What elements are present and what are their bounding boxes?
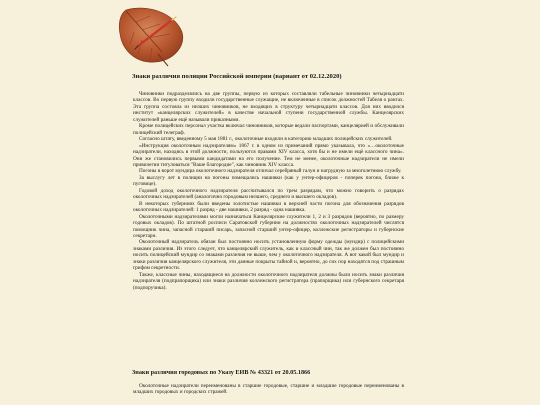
paragraph: В некоторых губерниях были введены золотистые нашивки в верхней части погона для обозначения разрядов околоточных надзирателей: 1 разряд - две нашивки, 2 разряд - одна нашивка. [133, 200, 404, 214]
paragraph: Годовой доход околоточного надзирателя рассчитывался по трем разрядам, что можно говорить о разрядах околоточных надзирателей (аналогично городовым низшего, среднего и высшего окладов). [133, 187, 404, 201]
section-title-police-insignia: Знаки различия полиции Российской империи (вариант от 02.12.2020) [132, 73, 342, 80]
paragraph: Чиновники подразделялись на две группы, первую из которых составляли табельные чиновники четырнадцати классов. Во первую группу входили государственные служащие, не включенные в список должностей Табеля о рангах. Эта группа состояла из низших чиновников, не входящих в структуру четырнадцати классов. Для них вводился институт «канцелярских служителей» в качестве начальной ступени государственной службы. Канцелярских служителей раньше ещё называли приказными. [133, 91, 404, 123]
section-body-2 [133, 383, 404, 396]
paragraph: Околоточный надзиратель обязан был постоянно носить установленную форму одежды (мундир) с полицейскими знаками различия. Из этого следует, что канцелярский служитель, как и классный чин, так же должен был постоянно носить полицейский мундир со знаками различия не выше, чем у околоточного надзирателя. А вот какой был мундир и знаки различия канцелярского служителя, эти данные покрыты тайной и, вероятно, до сих пор находятся под страшным грифом секретности. [133, 239, 404, 272]
paragraph: Околоточными надзирателями могли назначаться Канцелярские служители 1, 2 и 3 разрядов (вероятно, по размеру годовых окладов). По штатной росписи Саратовской губернии на должностях околоточных надзирателей числятся помощник чина, запасной старший писарь, запасной старший унтер-офицер, коллежские регистраторы и губернские секретари. [133, 213, 404, 239]
paragraph: За выслугу лет в полиции на погоны помещались нашивки (как у унтер-офицеров - поперек погона, ближе к пуговице). [133, 174, 404, 188]
paragraph: Также, классные чины, находящиеся на должности околоточного надзирателя должны были носить знаки различия надзирателя (подпрапорщика) или знаки различия коллежского регистратора (прапорщика) или губернского секретаря (подпоручика). [133, 271, 404, 291]
paragraph: «Инструкция околоточным надзирателям» 1867 г. в одном из примечаний прямо указывала, что «…околоточные надзиратели, находясь в этой должности, пользуются правами XIV класса, хотя бы и не имели ещё классного чина». Они же становились первыми кандидатами на его получение. Тем не менее, околоточные надзиратели не имели привилегии титуловаться "Ваше благородие", как чиновник XIV класса. [133, 142, 404, 168]
paragraph: Околоточные надзиратели переименованы в старшие городовые, старшие и младшие городовые переименованы в младших городовых и городских стражей. [133, 383, 404, 396]
paragraph: Согласно штату, введенному 5 мая 1881 г., околоточные входили в категорию младших полицейских служителей. [139, 136, 393, 143]
section-body [133, 91, 404, 291]
paragraph: Кроме полицейских персонал участка включал чиновников, которые ведали паспортами, канцелярией и обслуживали полицейский телеграф. [133, 123, 404, 136]
leaf-quill-logo-icon [112, 2, 192, 68]
paragraph: Погоны в ворот мундира околоточного надзирателя отличал серебряный галун и нагрудную за многолетнюю службу. [139, 168, 402, 175]
section-title-gorodovye-insignia: Знаки различия городовых по Указу ЕИВ № 43321 от 20.05.1866 [132, 369, 311, 376]
